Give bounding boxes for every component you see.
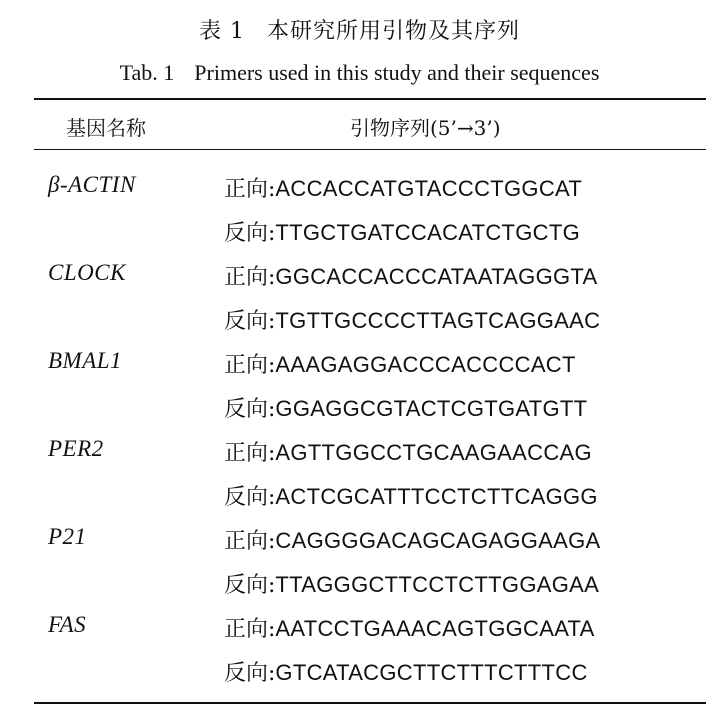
- gene-name: β-ACTIN: [48, 172, 136, 197]
- reverse-primer: [224, 480, 598, 511]
- direction-label: 反向:: [224, 397, 276, 422]
- table-row: [0, 304, 719, 348]
- gene-name: BMAL1: [48, 348, 123, 373]
- primer-sequence: TTAGGGCTTCCTCTTGGAGAA: [275, 572, 600, 597]
- direction-label: 正向:: [224, 617, 276, 642]
- primer-sequence: GTCATACGCTTCTTTCTTTCC: [275, 660, 588, 685]
- column-header-sequence: 引物序列(5’→3’): [350, 116, 501, 140]
- forward-primer: [224, 348, 576, 379]
- direction-label: 正向:: [224, 177, 276, 202]
- column-header-gene: 基因名称: [66, 116, 146, 140]
- direction-label: 正向:: [224, 441, 276, 466]
- reverse-primer: [224, 568, 599, 599]
- forward-primer: [224, 524, 601, 555]
- table-caption-cn: [0, 14, 719, 45]
- direction-label: 反向:: [224, 221, 276, 246]
- reverse-primer: [224, 392, 587, 423]
- gene-name: P21: [48, 524, 87, 549]
- table-row: [0, 436, 719, 480]
- table-row: [0, 612, 719, 656]
- table-row: [0, 216, 719, 260]
- table-header-rule: [34, 149, 706, 150]
- direction-label: 正向:: [224, 529, 276, 554]
- primer-sequence: ACTCGCATTTCCTCTTCAGGG: [275, 484, 598, 509]
- reverse-primer: [224, 656, 588, 687]
- table-row: [0, 656, 719, 700]
- table-row: [0, 392, 719, 436]
- table-number-en: Tab. 1: [119, 60, 175, 85]
- table-number-cn: 表 1: [198, 19, 245, 44]
- gene-name: CLOCK: [48, 260, 126, 285]
- table-caption-en: [0, 60, 719, 86]
- direction-label: 正向:: [224, 353, 276, 378]
- table-title-cn: 本研究所用引物及其序列: [266, 19, 520, 44]
- primer-sequence: GGCACCACCCATAATAGGGTA: [275, 264, 598, 289]
- direction-label: 反向:: [224, 573, 276, 598]
- direction-label: 反向:: [224, 485, 276, 510]
- table-row: [0, 524, 719, 568]
- reverse-primer: [224, 304, 600, 335]
- forward-primer: [224, 612, 595, 643]
- primer-sequence: AATCCTGAAACAGTGGCAATA: [275, 616, 595, 641]
- forward-primer: [224, 172, 582, 203]
- gene-name: FAS: [48, 612, 87, 637]
- primer-sequence: AGTTGGCCTGCAAGAACCAG: [275, 440, 592, 465]
- table-row: [0, 172, 719, 216]
- direction-label: 正向:: [224, 265, 276, 290]
- primer-sequence: GGAGGCGTACTCGTGATGTT: [275, 396, 588, 421]
- table-row: [0, 260, 719, 304]
- primer-sequence: ACCACCATGTACCCTGGCAT: [275, 176, 583, 201]
- primer-sequence: CAGGGGACAGCAGAGGAAGA: [275, 528, 601, 553]
- table-bottom-rule: [34, 702, 706, 704]
- primer-sequence: AAAGAGGACCCACCCCACT: [275, 352, 576, 377]
- reverse-primer: [224, 216, 580, 247]
- forward-primer: [224, 436, 592, 467]
- table-row: [0, 348, 719, 392]
- table-row: [0, 568, 719, 612]
- direction-label: 反向:: [224, 661, 276, 686]
- direction-label: 反向:: [224, 309, 276, 334]
- gene-name: PER2: [48, 436, 104, 461]
- primer-sequence: TGTTGCCCCTTAGTCAGGAAC: [275, 308, 601, 333]
- table-title-en: Primers used in this study and their sequences: [194, 60, 600, 85]
- table-top-rule: [34, 98, 706, 100]
- forward-primer: [224, 260, 597, 291]
- table-row: [0, 480, 719, 524]
- primer-sequence: TTGCTGATCCACATCTGCTG: [275, 220, 581, 245]
